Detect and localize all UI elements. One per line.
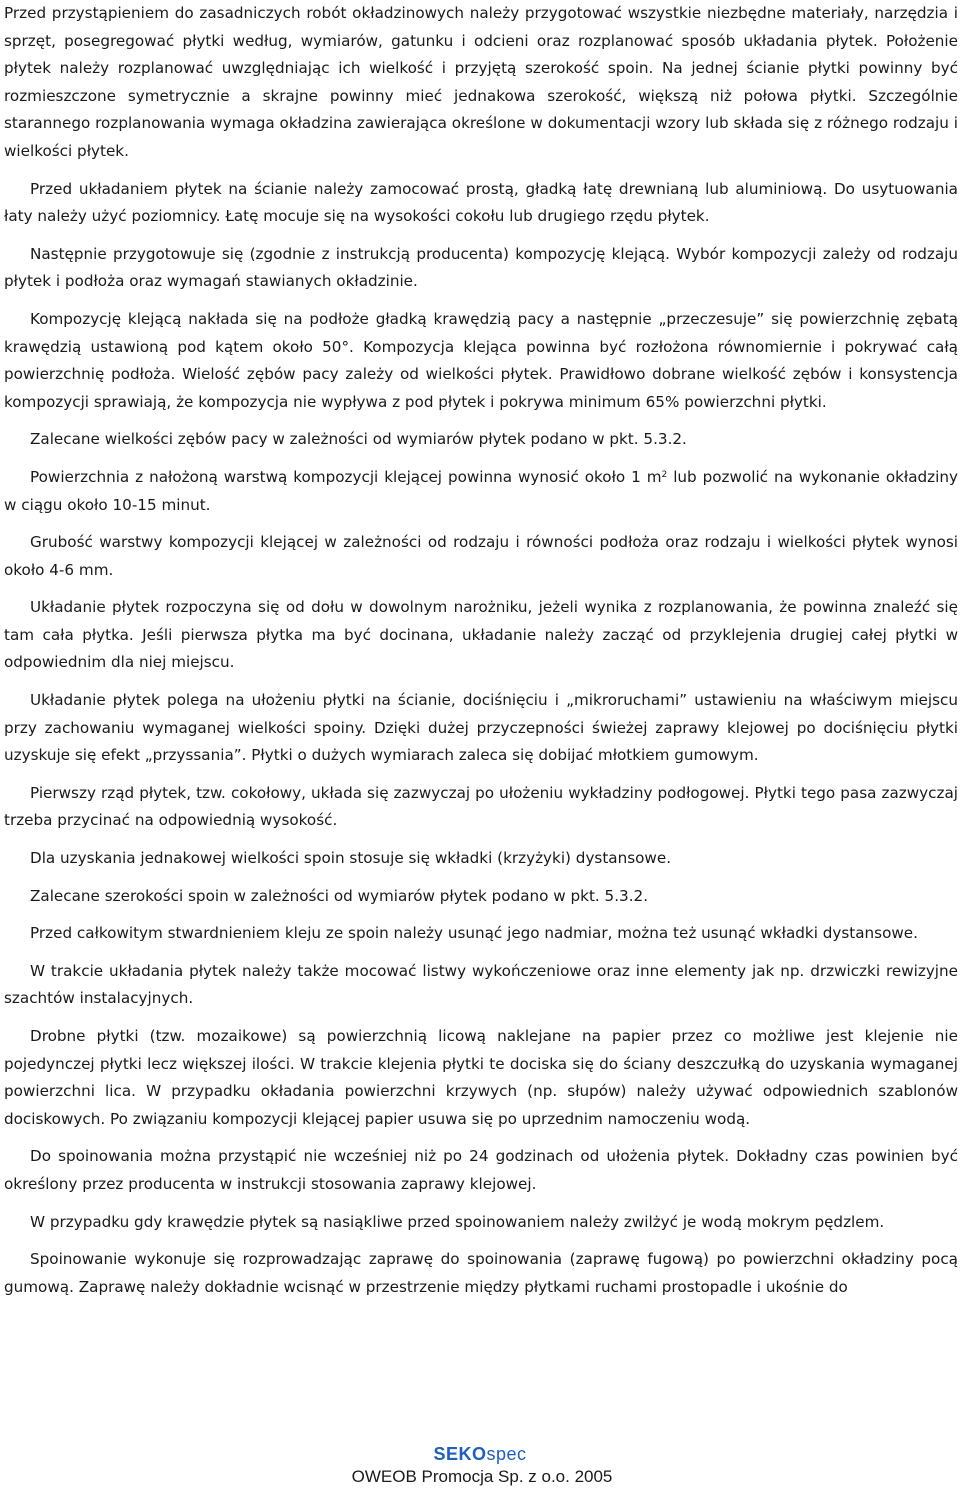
paragraph-3: Następnie przygotowuje się (zgodnie z instrukcją producenta) kompozycję klejącą. Wybór kompozycji zależy od rodzaju płytek i podłoża oraz wymagań stawianych okładzinie. bbox=[4, 244, 958, 291]
document-body bbox=[4, 0, 958, 1301]
page-footer bbox=[0, 1443, 960, 1489]
paragraph-4: Kompozycję klejącą nakłada się na podłoże gładką krawędzią pacy a następnie „przeczesuje” się powierzchnię zębatą krawędzią ustawioną pod kątem około 50°. Kompozycja klejąca powinna być rozłożona równomiernie i pokrywać całą powierzchnię podłoża. Wielość zębów pacy zależy od wielkości płytek. Prawidłowo dobrane wielkość zębów i konsystencja kompozycji sprawiają, że kompozycja nie wypływa z pod płytek i pokrywa minimum 65% powierzchni płytki. bbox=[4, 309, 958, 411]
logo-light-part: spec bbox=[486, 1444, 527, 1464]
paragraph-6 bbox=[4, 464, 958, 519]
logo-bold-part: SEKO bbox=[433, 1444, 487, 1464]
paragraph-8: Układanie płytek rozpoczyna się od dołu w dowolnym narożniku, jeżeli wynika z rozplanowania, że powinna znaleźć się tam cała płytka. Jeśli pierwsza płytka ma być docinana, układanie należy zacząć od przyklejenia drugiej całej płytki w odpowiednim dla niej miejscu. bbox=[4, 598, 958, 672]
paragraph-2: Przed układaniem płytek na ścianie należy zamocować prostą, gładką łatę drewnianą lub aluminiową. Do usytuowania łaty należy użyć poziomnicy. Łatę mocuje się na wysokości cokołu lub drugiego rzędu płytek. bbox=[4, 179, 958, 226]
paragraph-16: Do spoinowania można przystąpić nie wcześniej niż po 24 godzinach od ułożenia płytek. Dokładny czas powinien być określony przez producenta w instrukcji stosowania zaprawy klejowej. bbox=[4, 1147, 958, 1193]
paragraph-1: Przed przystąpieniem do zasadniczych robót okładzinowych należy przygotować wszystkie niezbędne materiały, narzędzia i sprzęt, posegregować płytki według, wymiarów, gatunku i odcieni oraz rozplanować sposób układania płytek. Położenie płytek należy rozplanować uwzględniając ich wielkość i przyjętą szerokość spoin. Na jednej ścianie płytki powinny być rozmieszczone symetrycznie a skrajne powinny mieć jednakowa szerokość, większą niż połowa płytki. Szczególnie starannego rozplanowania wymaga okładzina zawierająca określone w dokumentacji wzory lub składa się z różnego rodzaju i wielkości płytek. bbox=[4, 4, 958, 160]
paragraph-15: Drobne płytki (tzw. mozaikowe) są powierzchnią licową naklejane na papier przez co możliwe jest klejenie nie pojedynczej płytki lecz większej ilości. W trakcie klejenia płytki te dociska się do ściany deszczułką do uzyskania wymaganej powierzchni lica. W przypadku okładania powierzchni krzywych (np. słupów) należy używać odpowiednich szablonów dociskowych. Po związaniu kompozycji klejącej papier usuwa się po uprzednim namoczeniu wodą. bbox=[4, 1027, 958, 1128]
paragraph-10: Pierwszy rząd płytek, tzw. cokołowy, układa się zazwyczaj po ułożeniu wykładziny podłogowej. Płytki tego pasa zazwyczaj trzeba przycinać na odpowiednią wysokość. bbox=[4, 783, 958, 830]
paragraph-18: Spoinowanie wykonuje się rozprowadzając zaprawę do spoinowania (zaprawę fugową) po powierzchni okładziny pocą gumową. Zaprawę należy dokładnie wcisnąć w przestrzenie między płytkami ruchami prostopadle i ukośnie do bbox=[4, 1250, 958, 1296]
footer-company: OWEOB Promocja Sp. z o.o. 2005 bbox=[351, 1467, 613, 1486]
paragraph-11: Dla uzyskania jednakowej wielkości spoin stosuje się wkładki (krzyżyki) dystansowe. bbox=[30, 849, 672, 868]
paragraph-7: Grubość warstwy kompozycji klejącej w zależności od rodzaju i równości podłoża oraz rodzaju i wielkości płytek wynosi około 4-6 mm. bbox=[4, 533, 958, 579]
paragraph-6-text-before: Powierzchnia z nałożoną warstwą kompozycji klejącej powinna wynosić około 1 m bbox=[30, 467, 662, 486]
sekospec-logo bbox=[0, 1443, 960, 1465]
paragraph-9: Układanie płytek polega na ułożeniu płytki na ścianie, dociśnięciu i „mikroruchami” ustawieniu na właściwym miejscu przy zachowaniu wymaganej wielkości spoiny. Dzięki dużej przyczepności świeżej zaprawy klejowej po dociśnięciu płytki uzyskuje się efekt „przyssania”. Płytki o dużych wymiarach zaleca się dobijać młotkiem gumowym. bbox=[4, 691, 958, 765]
paragraph-17: W przypadku gdy krawędzie płytek są nasiąkliwe przed spoinowaniem należy zwilżyć je wodą mokrym pędzlem. bbox=[30, 1212, 885, 1231]
superscript-exponent: 2 bbox=[661, 469, 668, 480]
paragraph-14: W trakcie układania płytek należy także mocować listwy wykończeniowe oraz inne elementy jak np. drzwiczki rewizyjne szachtów instalacyjnych. bbox=[4, 961, 958, 1008]
paragraph-5: Zalecane wielkości zębów pacy w zależności od wymiarów płytek podano w pkt. 5.3.2. bbox=[30, 430, 687, 449]
paragraph-12: Zalecane szerokości spoin w zależności od wymiarów płytek podano w pkt. 5.3.2. bbox=[30, 886, 649, 905]
paragraph-6-text-after: lub pozwolić na wykonanie okładziny w ciągu około 10-15 minut. bbox=[4, 467, 958, 514]
paragraph-13: Przed całkowitym stwardnieniem kleju ze spoin należy usunąć jego nadmiar, można też usunąć wkładki dystansowe. bbox=[30, 924, 918, 943]
